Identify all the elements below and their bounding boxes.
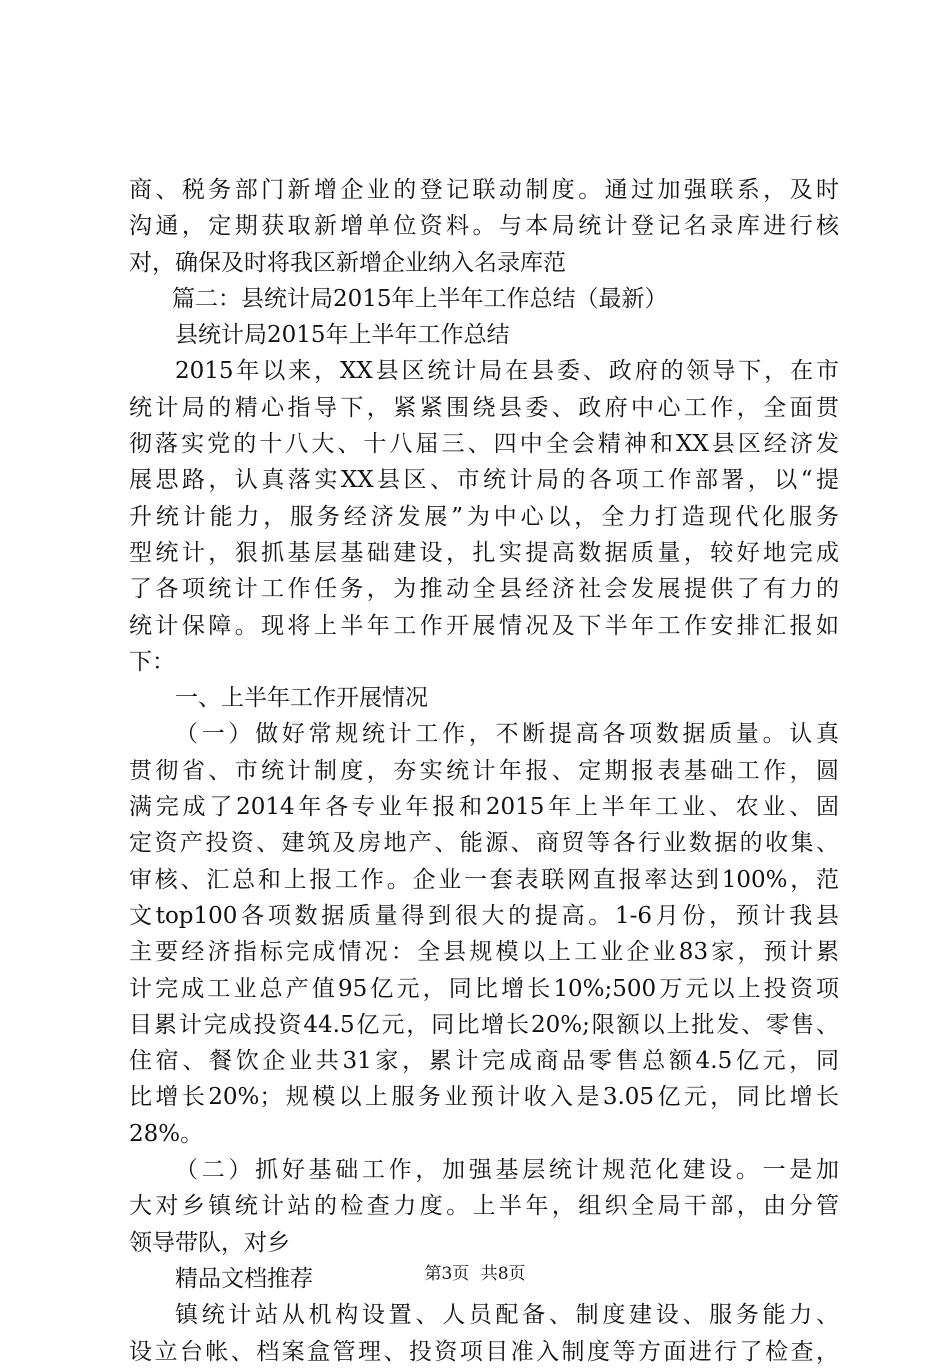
text-line: 贯彻省、市统计制度，夯实统计年报、定期报表基础工作，圆 — [129, 757, 839, 784]
text-line: 统计局的精心指导下，紧紧围绕县委、政府中心工作，全面贯 — [129, 394, 839, 421]
text-line: 展思路，认真落实XX县区、市统计局的各项工作部署，以“提 — [129, 467, 839, 494]
text-line: 2015年以来，XX县区统计局在县委、政府的领导下，在市 — [175, 358, 839, 385]
document-title: 县统计局2015年上半年工作总结 — [175, 322, 510, 349]
text-line: （一）做好常规统计工作，不断提高各项数据质量。认真 — [175, 721, 839, 748]
text-line: 统计保障。现将上半年工作开展情况及下半年工作安排汇报如 — [129, 612, 839, 639]
text-line: 28%。 — [129, 1120, 204, 1147]
text-line: 满完成了2014年各专业年报和2015年上半年工业、农业、固 — [129, 794, 839, 821]
text-line: 设立台帐、档案盒管理、投资项目准入制度等方面进行了检查， — [129, 1338, 839, 1365]
body-text — [129, 172, 839, 1370]
text-line: 镇统计站从机构设置、人员配备、制度建设、服务能力、 — [175, 1302, 839, 1329]
text-line: 目累计完成投资44.5亿元，同比增长20%;限额以上批发、零售、 — [129, 1011, 839, 1038]
page-number: 第3页 共8页 — [424, 1264, 526, 1284]
recommendation-label: 精品文档推荐 — [175, 1265, 313, 1292]
text-line: 沟通，定期获取新增单位资料。与本局统计登记名录库进行核 — [129, 213, 839, 240]
text-line: （二）抓好基础工作，加强基层统计规范化建设。一是加 — [175, 1157, 839, 1184]
text-line: 定资产投资、建筑及房地产、能源、商贸等各行业数据的收集、 — [129, 830, 839, 857]
text-line: 比增长20%；规模以上服务业预计收入是3.05亿元，同比增长 — [129, 1084, 839, 1111]
text-line: 了各项统计工作任务，为推动全县经济社会发展提供了有力的 — [129, 576, 839, 603]
text-line: 商、税务部门新增企业的登记联动制度。通过加强联系，及时 — [129, 177, 839, 203]
section-heading: 一、上半年工作开展情况 — [175, 685, 428, 712]
text-line: 住宿、餐饮企业共31家，累计完成商品零售总额4.5亿元，同 — [129, 1048, 839, 1075]
text-line: 对，确保及时将我区新增企业纳入名录库范 — [129, 249, 566, 276]
text-line: 下： — [129, 648, 175, 675]
text-line: 升统计能力，服务经济发展”为中心以，全力打造现代化服务 — [129, 503, 839, 530]
text-line: 型统计，狠抓基层基础建设，扎实提高数据质量，较好地完成 — [129, 539, 839, 566]
text-line: 审核、汇总和上报工作。企业一套表联网直报率达到100%，范 — [129, 866, 839, 893]
text-line: 主要经济指标完成情况：全县规模以上工业企业83家，预计累 — [129, 939, 839, 966]
text-line: 大对乡镇统计站的检查力度。上半年，组织全局干部，由分管 — [129, 1193, 839, 1220]
text-line: 计完成工业总产值95亿元，同比增长10%;500万元以上投资项 — [129, 975, 839, 1002]
section-heading: 篇二：县统计局2015年上半年工作总结（最新） — [172, 285, 668, 312]
text-line: 领导带队，对乡 — [129, 1229, 290, 1256]
text-line: 文top100各项数据质量得到很大的提高。1-6月份，预计我县 — [129, 902, 839, 929]
text-line: 彻落实党的十八大、十八届三、四中全会精神和XX县区经济发 — [129, 431, 839, 458]
